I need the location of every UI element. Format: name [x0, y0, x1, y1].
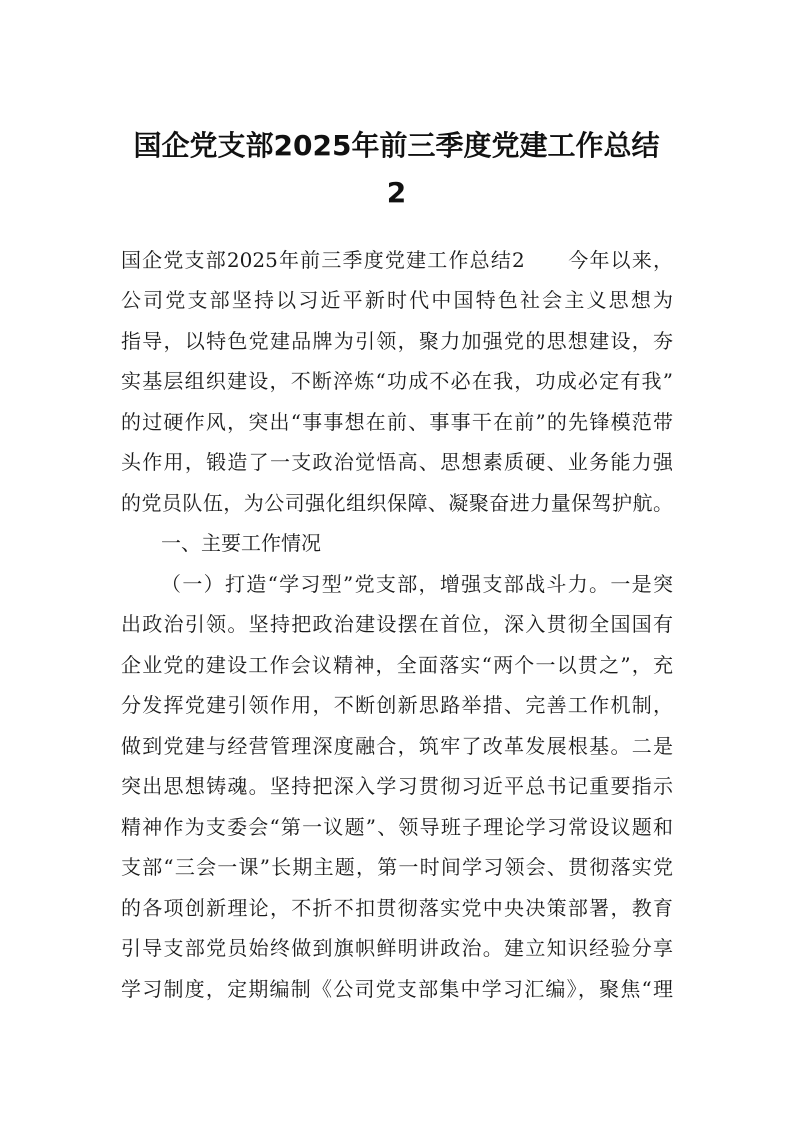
document-title-continuation: 2 — [386, 176, 407, 209]
body-line: 公司党支部坚持以习近平新时代中国特色社会主义思想为 — [121, 288, 673, 312]
body-line: 实基层组织建设，不断淬炼“功成不必在我，功成必定有我” — [121, 369, 673, 393]
body-line: 出政治引领。坚持把政治建设摆在首位，深入贯彻全国国有 — [121, 612, 673, 636]
body-line: 引导支部党员始终做到旗帜鲜明讲政治。建立知识经验分享 — [121, 936, 673, 960]
body-line: 分发挥党建引领作用，不断创新思路举措、完善工作机制， — [121, 693, 673, 717]
body-line: 指导，以特色党建品牌为引领，聚力加强党的思想建设，夯 — [121, 329, 673, 353]
body-line: 精神作为支委会“第一议题”、领导班子理论学习常设议题和 — [121, 815, 673, 839]
body-line: （一）打造“学习型”党支部，增强支部战斗力。一是突 — [161, 572, 673, 596]
body-line: 的过硬作风，突出“事事想在前、事事干在前”的先锋模范带 — [121, 410, 673, 434]
body-line: 做到党建与经营管理深度融合，筑牢了改革发展根基。二是 — [121, 734, 673, 758]
body-line: 国企党支部2025年前三季度党建工作总结2 今年以来， — [121, 248, 673, 272]
body-line: 的各项创新理论，不折不扣贯彻落实党中央决策部署，教育 — [121, 896, 673, 920]
body-line: 头作用，锻造了一支政治觉悟高、思想素质硬、业务能力强 — [121, 450, 673, 474]
body-line: 支部“三会一课”长期主题，第一时间学习领会、贯彻落实党 — [121, 855, 673, 879]
body-line: 企业党的建设工作会议精神，全面落实“两个一以贯之”，充 — [121, 653, 673, 677]
document-title: 国企党支部2025年前三季度党建工作总结 — [133, 129, 660, 162]
section-heading: 一、主要工作情况 — [161, 531, 321, 555]
body-line: 的党员队伍，为公司强化组织保障、凝聚奋进力量保驾护航。 — [121, 491, 673, 515]
body-line: 突出思想铸魂。坚持把深入学习贯彻习近平总书记重要指示 — [121, 774, 673, 798]
body-line: 学习制度，定期编制《公司党支部集中学习汇编》，聚焦“理 — [121, 977, 673, 1001]
